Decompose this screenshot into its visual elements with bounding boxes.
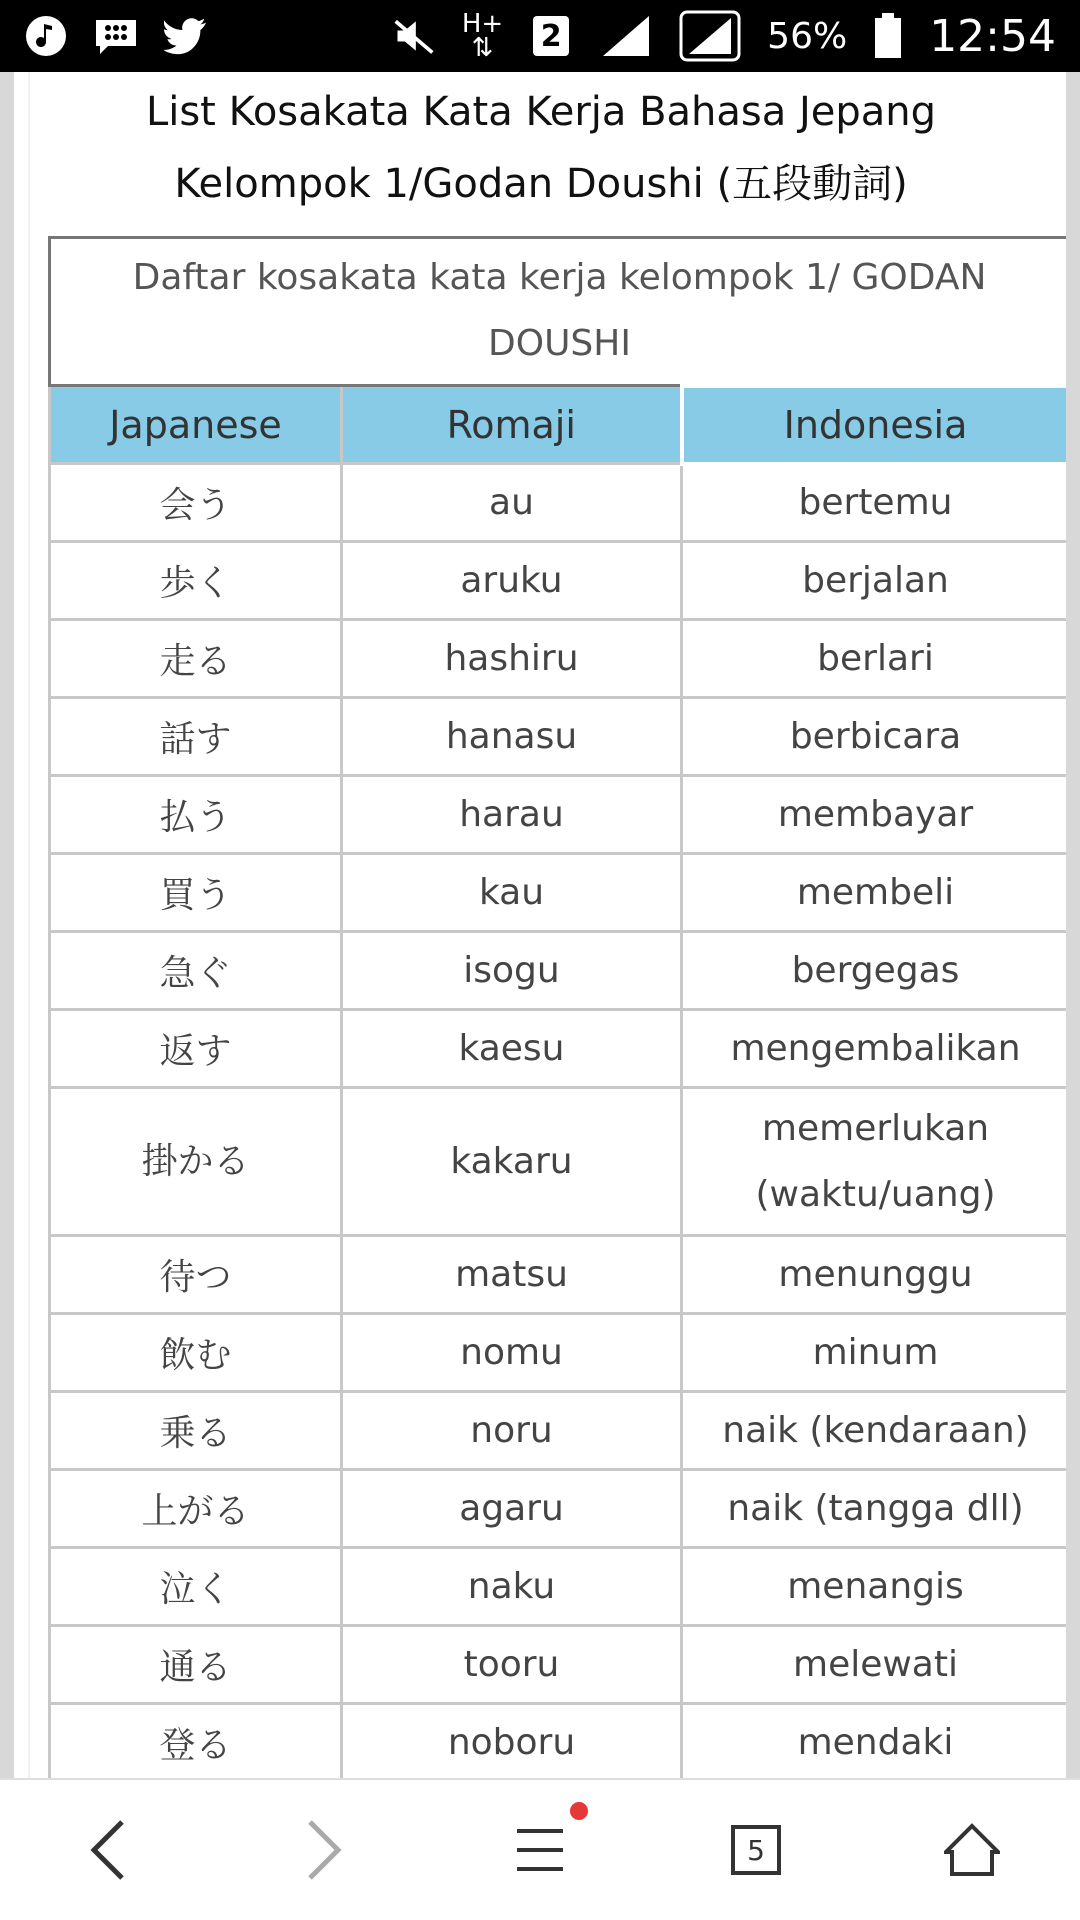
cell-romaji: noboru — [342, 1704, 682, 1779]
cell-romaji: matsu — [342, 1236, 682, 1314]
table-header-row — [50, 386, 1070, 464]
table-row — [50, 776, 1070, 854]
cell-japanese: 上がる — [50, 1470, 342, 1548]
cell-indonesia: mengembalikan — [682, 1010, 1070, 1088]
cell-indonesia: menunggu — [682, 1236, 1070, 1314]
home-button[interactable] — [912, 1790, 1032, 1910]
cell-romaji: kau — [342, 854, 682, 932]
signal-strength-icon-2 — [679, 14, 741, 58]
signal-strength-icon — [599, 14, 653, 58]
cell-indonesia: naik (kendaraan) — [682, 1392, 1070, 1470]
table-row — [50, 542, 1070, 620]
cell-japanese: 掛かる — [50, 1088, 342, 1236]
cell-indonesia: memerlukan (waktu/uang) — [682, 1088, 1070, 1236]
header-japanese: Japanese — [50, 386, 342, 464]
table-row — [50, 1088, 1070, 1236]
cell-japanese: 買う — [50, 854, 342, 932]
music-note-icon — [24, 14, 68, 58]
cell-japanese: 会う — [50, 464, 342, 542]
table-row — [50, 1470, 1070, 1548]
table-row — [50, 698, 1070, 776]
table-row — [50, 1314, 1070, 1392]
cell-romaji: hanasu — [342, 698, 682, 776]
cell-romaji: agaru — [342, 1470, 682, 1548]
header-romaji: Romaji — [342, 386, 682, 464]
cell-indonesia: membeli — [682, 854, 1070, 932]
twitter-bird-icon — [164, 14, 208, 58]
battery-icon — [873, 14, 903, 58]
cell-romaji: kakaru — [342, 1088, 682, 1236]
battery-percent: 56% — [767, 15, 848, 57]
table-row — [50, 620, 1070, 698]
menu-button[interactable] — [480, 1790, 600, 1910]
cell-japanese: 返す — [50, 1010, 342, 1088]
tab-count: 5 — [731, 1825, 781, 1875]
cell-indonesia: minum — [682, 1314, 1070, 1392]
cell-romaji: naku — [342, 1548, 682, 1626]
browser-bottom-toolbar — [0, 1778, 1080, 1920]
cell-japanese: 話す — [50, 698, 342, 776]
table-row — [50, 1010, 1070, 1088]
cell-japanese: 走る — [50, 620, 342, 698]
cell-indonesia: berlari — [682, 620, 1070, 698]
cell-japanese: 通る — [50, 1626, 342, 1704]
cell-japanese: 払う — [50, 776, 342, 854]
cell-indonesia: bertemu — [682, 464, 1070, 542]
article-title — [30, 72, 1052, 240]
chevron-left-icon — [88, 1818, 128, 1882]
status-bar — [0, 0, 1080, 72]
vocabulary-table — [48, 236, 1072, 1778]
hamburger-menu-icon — [515, 1825, 565, 1875]
bbm-chat-icon — [94, 14, 138, 58]
cell-indonesia: mendaki — [682, 1704, 1070, 1779]
cell-japanese: 待つ — [50, 1236, 342, 1314]
forward-button[interactable] — [264, 1790, 384, 1910]
table-caption-row — [50, 238, 1070, 386]
page-content — [28, 72, 1052, 1778]
table-row — [50, 1626, 1070, 1704]
sim-number: 2 — [540, 18, 562, 54]
browser-page[interactable] — [0, 72, 1080, 1778]
status-bar-left — [24, 14, 208, 58]
chevron-right-icon — [304, 1818, 344, 1882]
status-bar-right — [392, 11, 1056, 62]
cell-indonesia: bergegas — [682, 932, 1070, 1010]
cell-romaji: au — [342, 464, 682, 542]
title-line-2: Kelompok 1/Godan Doushi (五段動詞) — [174, 161, 908, 207]
table-row — [50, 464, 1070, 542]
cell-japanese: 登る — [50, 1704, 342, 1779]
cell-japanese: 泣く — [50, 1548, 342, 1626]
cell-romaji: kaesu — [342, 1010, 682, 1088]
table-caption: Daftar kosakata kata kerja kelompok 1/ GODAN DOUSHI — [50, 238, 1070, 386]
table-row — [50, 1704, 1070, 1779]
cell-indonesia: berbicara — [682, 698, 1070, 776]
cell-romaji: nomu — [342, 1314, 682, 1392]
tabs-button[interactable] — [696, 1790, 816, 1910]
network-type: H+ ⇅ — [461, 9, 504, 63]
cell-romaji: aruku — [342, 542, 682, 620]
cell-indonesia: naik (tangga dll) — [682, 1470, 1070, 1548]
clock: 12:54 — [929, 10, 1056, 62]
cell-romaji: isogu — [342, 932, 682, 1010]
cell-japanese: 飲む — [50, 1314, 342, 1392]
cell-japanese: 歩く — [50, 542, 342, 620]
table-row — [50, 1548, 1070, 1626]
mute-icon — [392, 14, 436, 58]
cell-indonesia: melewati — [682, 1626, 1070, 1704]
sim-badge — [529, 14, 573, 58]
table-row — [50, 854, 1070, 932]
cell-romaji: tooru — [342, 1626, 682, 1704]
cell-romaji: noru — [342, 1392, 682, 1470]
header-indonesia: Indonesia — [682, 386, 1070, 464]
cell-japanese: 急ぐ — [50, 932, 342, 1010]
cell-japanese: 乗る — [50, 1392, 342, 1470]
table-row — [50, 1236, 1070, 1314]
cell-romaji: hashiru — [342, 620, 682, 698]
table-row — [50, 1392, 1070, 1470]
home-icon — [944, 1822, 1000, 1878]
cell-romaji: harau — [342, 776, 682, 854]
cell-indonesia: membayar — [682, 776, 1070, 854]
cell-indonesia: berjalan — [682, 542, 1070, 620]
back-button[interactable] — [48, 1790, 168, 1910]
cell-indonesia: menangis — [682, 1548, 1070, 1626]
table-row — [50, 932, 1070, 1010]
title-line-1: List Kosakata Kata Kerja Bahasa Jepang — [145, 89, 937, 135]
notification-dot — [570, 1802, 588, 1820]
